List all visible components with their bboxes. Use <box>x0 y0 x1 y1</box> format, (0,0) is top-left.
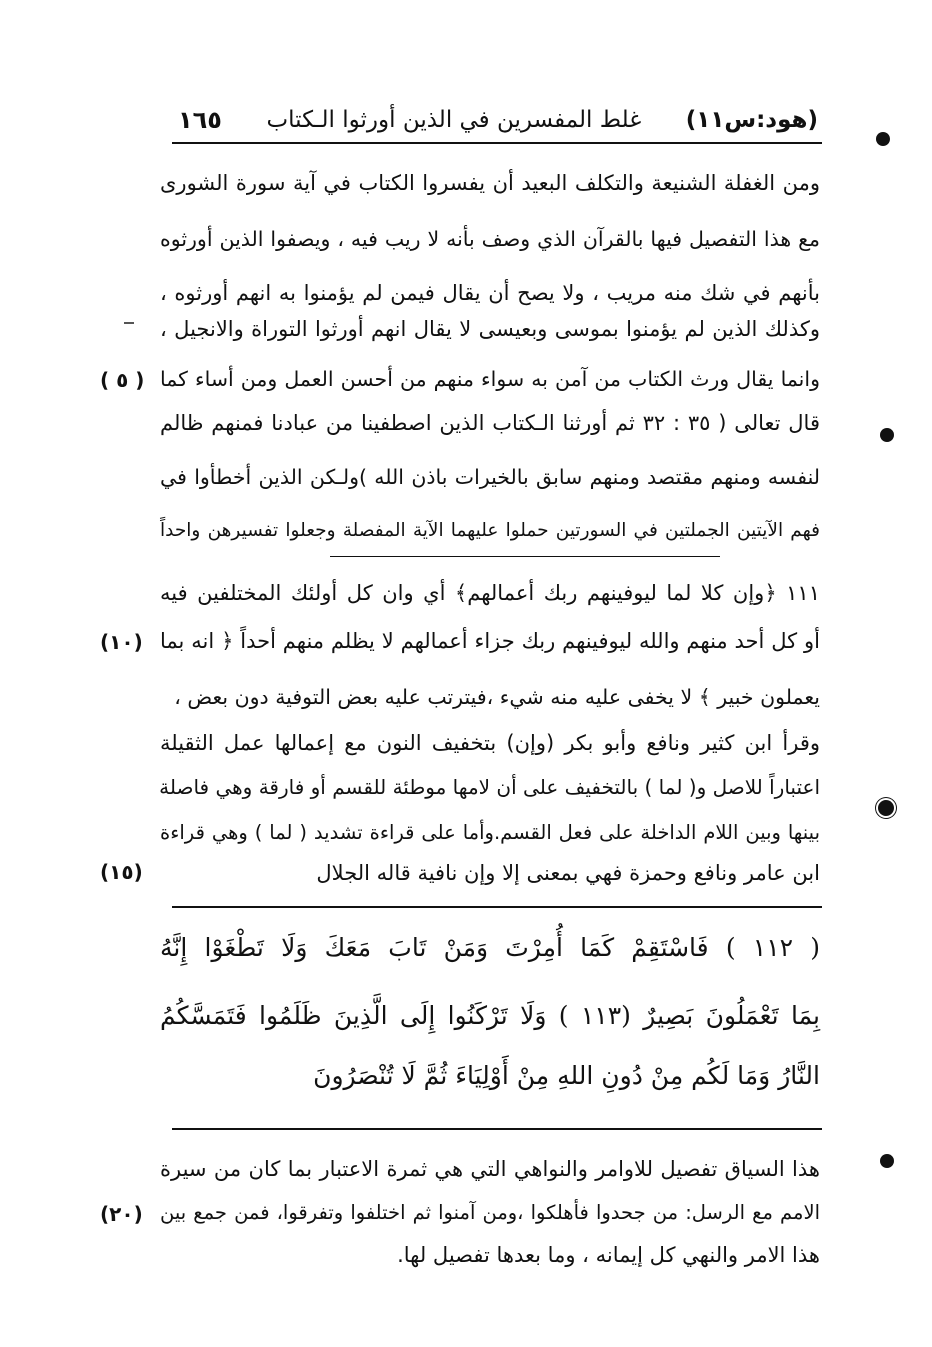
quran-bottom-rule <box>172 1128 822 1130</box>
text-line: بينها وبين اللام الداخلة على فعل القسم.وأما على قراءة تشديد ( لما ) وهي قراءة <box>160 821 820 844</box>
text-line: ومن الغفلة الشنيعة والتكلف البعيد أن يفسروا الكتاب في آية سورة الشورى <box>160 171 820 195</box>
quran-top-rule <box>172 906 822 908</box>
line-number-20: (٢٠) <box>100 1202 143 1226</box>
text-line: وكذلك الذين لم يؤمنوا بموسى وبعيسى لا يقال انهم أورثوا التوراة والانجيل ، <box>160 317 820 341</box>
running-title: غلط المفسرين في الذين أورثوا الـكتاب <box>266 107 642 133</box>
text-line: قال تعالى ( ٣٥ : ٣٢ ثم أورثنا الـكتاب الذين اصطفينا من عبادنا فمنهم ظالم <box>160 411 820 435</box>
text-line: يعملون خبير ﴾ لا يخفى عليه منه شيء ،فيترتب عليه بعض التوفية دون بعض ، <box>174 685 820 709</box>
quran-line: بِمَا تَعْمَلُونَ بَصِيرٌ (١١٣ ) وَلَا تَرْكَنُوا إِلَى الَّذِينَ ظَلَمُوا فَتَمَسَّكُمُ <box>160 1001 821 1030</box>
line-number-5: ( ٥ ) <box>100 368 145 392</box>
binding-hole-dot <box>876 132 890 146</box>
text-line: هذا السياق تفصيل للاوامر والنواهي التي هي ثمرة الاعتبار بما كان من سيرة <box>160 1157 820 1181</box>
quran-line: النَّارُ وَمَا لَكُم مِنْ دُونِ اللهِ مِنْ أَوْلِيَاءَ ثُمَّ لَا تُنْصَرُونَ <box>313 1061 820 1090</box>
section-rule <box>330 556 720 557</box>
text-line: فهم الآيتين الجملتين في السورتين حملوا عليهما الآية المفصلة وجعلوا تفسيرهن واحداً <box>160 520 820 541</box>
text-line: وانما يقال ورث الكتاب من آمن به سواء منهم من أحسن العمل ومن أساء كما <box>160 367 820 391</box>
binding-hole-dot <box>880 428 894 442</box>
quran-line: ( ١١٢ ) فَاسْتَقِمْ كَمَا أُمِرْتَ وَمَنْ تَابَ مَعَكَ وَلَا تَطْغَوْا إِنَّهُ <box>160 933 821 962</box>
binding-hole-dot <box>880 1154 894 1168</box>
text-line: اعتباراً للاصل و( لما ) بالتخفيف على أن لامها موطئة للقسم أو فارقة وهي فاصلة <box>159 775 820 799</box>
line-number-15: (١٥) <box>100 860 143 884</box>
text-line: بأنهم في شك منه مريب ، ولا يصح أن يقال فيمن لم يؤمنوا به انهم أورثوه ، <box>160 281 820 305</box>
header-rule <box>172 142 822 144</box>
text-line: أو كل أحد منهم والله ليوفينهم ربك جزاء أعمالهم لا يظلم منهم أحداً ﴿ انه بما <box>160 629 820 653</box>
text-line: مع هذا التفصيل فيها بالقرآن الذي وصف بأنه لا ريب فيه ، ويصفوا الذين أورثوه <box>160 227 820 251</box>
text-line: وقرأ ابن كثير ونافع وأبو بكر (وإن) بتخفيف النون مع إعمالها عمل الثقيلة <box>160 731 820 755</box>
line-number-10: (١٠) <box>100 630 143 654</box>
text-line: الامم مع الرسل: من جحدوا فأهلكوا ،ومن آمنوا ثم اختلفوا وتفرقوا، فمن جمع بين <box>160 1201 820 1224</box>
text-line: ابن عامر ونافع وحمزة فهي بمعنى إلا وإن نافية قاله الجلال <box>316 861 820 885</box>
surah-reference: (هود:س١١) <box>685 107 818 133</box>
text-line: ١١١ ﴿وإن كلا لما ليوفينهم ربك أعمالهم﴾ أي وان كل أولئك المختلفين فيه <box>160 581 820 605</box>
page-header <box>178 100 818 140</box>
binding-hole-dot <box>878 800 894 816</box>
text-line: لنفسه ومنهم مقتصد ومنهم سابق بالخيرات باذن الله )ولـكن الذين أخطأوا في <box>160 465 820 489</box>
page-number: ١٦٥ <box>178 106 222 134</box>
scan-mark <box>124 322 134 324</box>
text-line: هذا الامر والنهي كل إيمانه ، وما بعدها تفصيل لها. <box>397 1243 820 1267</box>
